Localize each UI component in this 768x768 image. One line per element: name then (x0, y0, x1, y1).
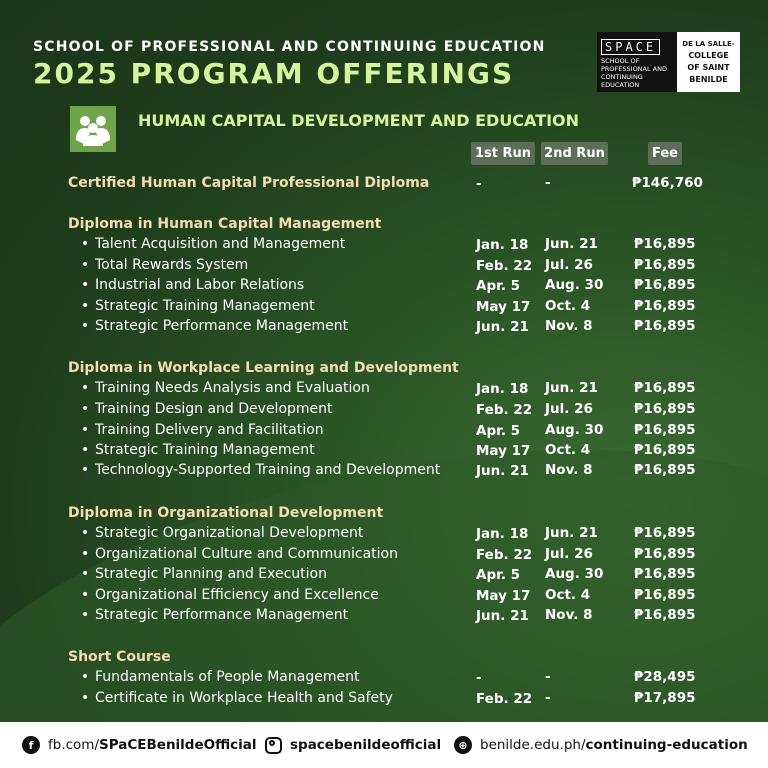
run2-date: Nov. 8 (545, 318, 593, 334)
fee-amount: ₱16,895 (634, 546, 696, 562)
run1-date: May 17 (476, 588, 531, 604)
run1-date: Feb. 22 (476, 402, 533, 418)
run2-date: Jul. 26 (545, 257, 593, 273)
bullet-icon: • (81, 607, 90, 623)
course-row (0, 399, 768, 419)
website-prefix: benilde.edu.ph/ (480, 737, 586, 753)
fee-amount: ₱16,895 (634, 401, 696, 417)
course-row (0, 316, 768, 336)
fee-amount: ₱16,895 (634, 587, 696, 603)
course-row (0, 255, 768, 275)
run1-date: Jan. 18 (476, 381, 529, 397)
bullet-icon: • (81, 566, 90, 582)
run2-date: Nov. 8 (545, 607, 593, 623)
run2-date: Jul. 26 (545, 401, 593, 417)
fee-amount: ₱16,895 (634, 257, 696, 273)
bullet-icon: • (81, 318, 90, 334)
header-subtitle: SCHOOL OF PROFESSIONAL AND CONTINUING EDUCATION (33, 39, 546, 55)
run1-date: Jun. 21 (476, 463, 529, 479)
fee-amount: ₱16,895 (634, 318, 696, 334)
course-name: Industrial and Labor Relations (95, 277, 305, 293)
program-heading-row (0, 358, 768, 378)
space-logo-desc: SCHOOL OF PROFESSIONAL AND CONTINUING EDUCATION (601, 57, 667, 89)
course-name: Training Delivery and Facilitation (95, 422, 324, 438)
college-logo-line2: COLLEGE (688, 51, 729, 60)
run1-date: Feb. 22 (476, 547, 533, 563)
course-name: Fundamentals of People Management (95, 669, 360, 685)
bullet-icon: • (81, 690, 90, 706)
course-name: Strategic Performance Management (95, 318, 349, 334)
fee-amount: ₱16,895 (634, 298, 696, 314)
run2-date: Jun. 21 (545, 380, 598, 396)
fee-amount: ₱16,895 (634, 566, 696, 582)
program-heading-row (0, 647, 768, 667)
run1-date: May 17 (476, 443, 531, 459)
course-row (0, 585, 768, 605)
fee-amount: ₱16,895 (634, 442, 696, 458)
run2-date: Oct. 4 (545, 442, 591, 458)
run2-date: Aug. 30 (545, 422, 604, 438)
course-row (0, 564, 768, 584)
run1-date: Apr. 5 (476, 567, 521, 583)
course-name: Training Needs Analysis and Evaluation (95, 380, 370, 396)
course-name: Training Design and Development (95, 401, 333, 417)
course-row (0, 523, 768, 543)
run2-date: Aug. 30 (545, 277, 604, 293)
globe-icon: ⊕ (454, 736, 472, 754)
bullet-icon: • (81, 298, 90, 314)
run2-date: Jun. 21 (545, 525, 598, 541)
run1-date: Jun. 21 (476, 608, 529, 624)
run2-date: Jun. 21 (545, 236, 598, 252)
people-group-icon (70, 106, 116, 152)
fee-amount: ₱16,895 (634, 277, 696, 293)
course-row (0, 688, 768, 708)
college-logo-line1: DE LA SALLE- (682, 40, 735, 48)
run2-date: Oct. 4 (545, 298, 591, 314)
course-name: Strategic Organizational Development (95, 525, 364, 541)
fee-amount: ₱16,895 (634, 422, 696, 438)
course-row (0, 420, 768, 440)
program-heading-row (0, 173, 768, 193)
bullet-icon: • (81, 401, 90, 417)
fee-amount: ₱146,760 (632, 175, 703, 191)
course-name: Total Rewards System (95, 257, 249, 273)
footer-instagram[interactable] (265, 734, 441, 756)
footer (0, 722, 768, 768)
run1-date: - (476, 176, 482, 192)
run2-date: - (545, 669, 551, 685)
facebook-prefix: fb.com/ (48, 737, 99, 753)
run1-date: Jan. 18 (476, 526, 529, 542)
facebook-icon: f (22, 736, 40, 754)
run2-date: Nov. 8 (545, 462, 593, 478)
fee-amount: ₱16,895 (634, 525, 696, 541)
run1-date: Feb. 22 (476, 258, 533, 274)
run2-date: - (545, 175, 551, 191)
space-benilde-logo (597, 32, 740, 92)
program-heading: Certified Human Capital Professional Diploma (68, 175, 430, 191)
space-logo (597, 32, 677, 92)
bullet-icon: • (81, 380, 90, 396)
program-heading: Diploma in Organizational Development (68, 505, 384, 521)
course-row (0, 460, 768, 480)
course-row (0, 296, 768, 316)
space-logo-text: SPACE (601, 39, 660, 55)
instagram-handle: spacebenildeofficial (290, 737, 442, 753)
program-heading-row (0, 503, 768, 523)
bullet-icon: • (81, 669, 90, 685)
fee-amount: ₱28,495 (634, 669, 696, 685)
section-title: HUMAN CAPITAL DEVELOPMENT AND EDUCATION (138, 111, 580, 130)
run1-date: - (476, 670, 482, 686)
course-name: Strategic Training Management (95, 298, 315, 314)
fee-amount: ₱16,895 (634, 462, 696, 478)
bullet-icon: • (81, 236, 90, 252)
bullet-icon: • (81, 587, 90, 603)
college-logo-line4: BENILDE (689, 75, 728, 84)
run1-date: Apr. 5 (476, 423, 521, 439)
course-name: Strategic Training Management (95, 442, 315, 458)
program-heading: Diploma in Workplace Learning and Development (68, 360, 459, 376)
col-header-fee: Fee (648, 142, 682, 165)
bullet-icon: • (81, 525, 90, 541)
bullet-icon: • (81, 462, 90, 478)
course-row (0, 378, 768, 398)
footer-website[interactable] (454, 734, 748, 756)
course-name: Strategic Performance Management (95, 607, 349, 623)
course-name: Talent Acquisition and Management (95, 236, 346, 252)
course-name: Strategic Planning and Execution (95, 566, 327, 582)
bullet-icon: • (81, 442, 90, 458)
fee-amount: ₱16,895 (634, 607, 696, 623)
bullet-icon: • (81, 277, 90, 293)
run1-date: Feb. 22 (476, 691, 533, 707)
footer-facebook[interactable] (22, 734, 257, 756)
run2-date: Aug. 30 (545, 566, 604, 582)
run1-date: Apr. 5 (476, 278, 521, 294)
bullet-icon: • (81, 546, 90, 562)
col-header-run1: 1st Run (471, 142, 535, 165)
instagram-icon (265, 737, 282, 754)
run2-date: Jul. 26 (545, 546, 593, 562)
course-row (0, 667, 768, 687)
course-name: Technology-Supported Training and Development (95, 462, 441, 478)
course-name: Certificate in Workplace Health and Safety (95, 690, 393, 706)
college-logo-line3: OF SAINT (687, 63, 730, 72)
program-heading: Short Course (68, 649, 171, 665)
fee-amount: ₱16,895 (634, 380, 696, 396)
course-row (0, 544, 768, 564)
col-header-run2: 2nd Run (541, 142, 608, 165)
run2-date: - (545, 690, 551, 706)
run1-date: Jun. 21 (476, 319, 529, 335)
bullet-icon: • (81, 422, 90, 438)
program-heading: Diploma in Human Capital Management (68, 216, 382, 232)
website-path: continuing-education (585, 737, 748, 753)
course-name: Organizational Efficiency and Excellence (95, 587, 379, 603)
fee-amount: ₱17,895 (634, 690, 696, 706)
page-title: 2025 PROGRAM OFFERINGS (33, 57, 515, 90)
run2-date: Oct. 4 (545, 587, 591, 603)
course-row (0, 275, 768, 295)
course-row (0, 440, 768, 460)
bullet-icon: • (81, 257, 90, 273)
course-row (0, 234, 768, 254)
facebook-handle: SPaCEBenildeOfficial (99, 737, 257, 753)
run1-date: Jan. 18 (476, 237, 529, 253)
fee-amount: ₱16,895 (634, 236, 696, 252)
course-row (0, 605, 768, 625)
course-name: Organizational Culture and Communication (95, 546, 398, 562)
program-heading-row (0, 214, 768, 234)
run1-date: May 17 (476, 299, 531, 315)
college-logo (677, 32, 740, 92)
